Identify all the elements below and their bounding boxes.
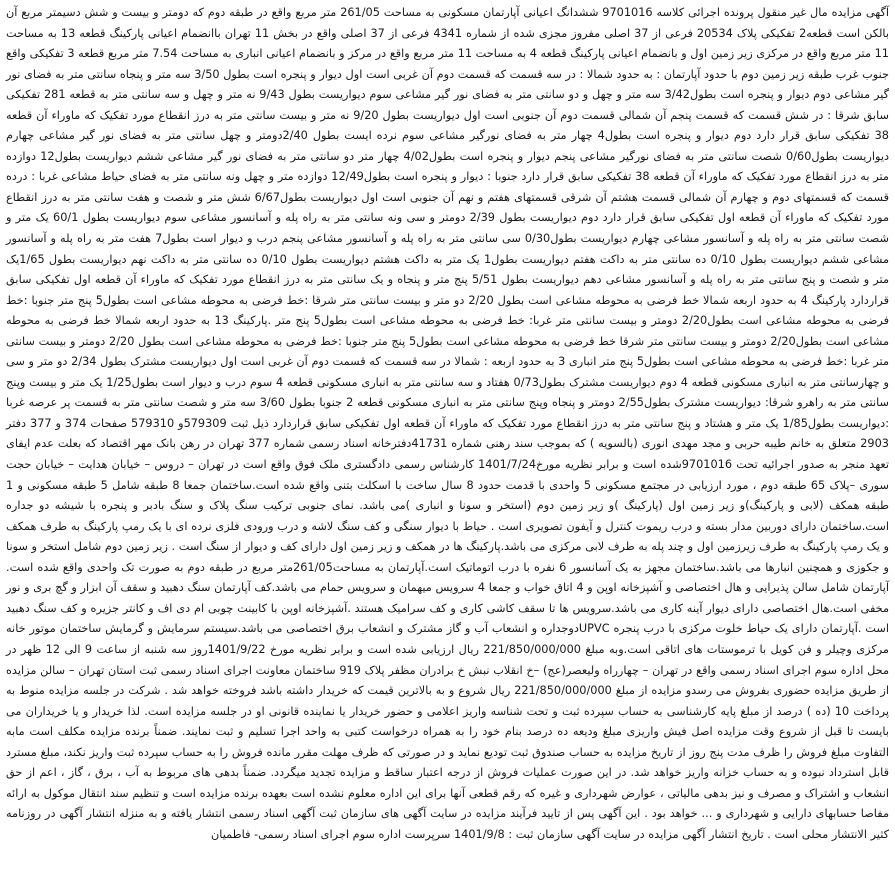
auction-notice-text: آگهی مزایده مال غیر منقول پرونده اجرائی کلاسه 9701016 ششدانگ اعیانی آپارتمان مسکونی به مساحت 261/05 متر مربع واقع در طبقه دوم که دومتر و بیست و شش دسیمتر مربع آن بالکن است قطعه2 تفکیکی پلاک 20534 فرعی از 37 اصلی مفروز مجزی شده از شماره 4341 فرعی از 37 اصلی واقع در بخش 11 تهران باانضمام اعیانی پارکینگ قطعه 13 به مساحت 11 متر مربع واقع در مرکزی زیر زمین اول و بانضمام اعیانی پارکینگ قطعه 4 به مساحت 11 متر مربع واقع در مرکز و بانضمام اعیانی انباری به مساحت 7.54 متر مربع قطعه 3 تفکیکی واقع جنوب غرب طبقه زیر زمین دوم با حدود آپارتمان : به حدود شمالا : در سه قسمت که قسمت دوم آن غربی است اول دیوار و پنجره است بطول 3/50 سه متر و پنجاه سانتی متر به فضای نور گیر مشاعی دوم دیوار و پنجره است بطول3/42 سه متر و چهل و دو سانتی متر به فضای نور گیر مشاعی سوم دیواریست بطول 9/43 نه متر و چهل و سه سانتی متر به قطعه 281 تفکیکی سابق شرقا : در شش قسمت که قسمت پنجم آن شمالی قسمت دوم آن جنوبی است اول دیواریست بطول 9/20 نه متر و بیست سانتی متر به درز انقطاع مورد تفکیک که ماوراء آن قطعه 38 تفکیکی سابق قرار دارد دوم دیوار و پنجره است بطول4 چهار متر به فضای نورگیر مشاعی سوم نرده ایست بطول 2/40دومتر و چهل سانتی متر به فضای نور گیر مشاعی چهارم دیواریست بطول0/60 شصت سانتی متر به فضای نورگیر مشاعی پنجم دیوار و پنجره است بطول4/02 چهار متر دو سانتی متر به فضای نور گیر مشاعی ششم دیواریست بطول12 دوازده متر به درز انقطاع مورد تفکیک که ماوراء آن قطعه 38 تفکیکی سابق قرار دارد جنوبا : دیوار و پنجره است بطول12/49 دوازده متر و چهل ونه سانتی متر به فضای حیاط مشاعی غربا : درده قسمت که قسمتهای دوم و چهارم آن شمالی قسمت هشتم آن شرقی قسمتهای هفتم و نهم آن جنوبی است اول دیواریست بطول6/67 شش متر و شصت و هفت سانتی متر به درز انقطاع مورد تفکیک که ماوراء آن قطعه اول تفکیکی سابق قرار دارد دوم دیواریست بطول 2/39 دومتر و سی ونه سانتی متر به راه پله و آسانسور مشاعی سوم دیواریست بطول 60/1 یک متر و شصت سانتی متر به راه پله و آسانسور مشاعی چهارم دیواریست بطول0/30 سی سانتی متر به راه پله و آسانسور مشاعی پنجم درب و دیوار است بطول7 هفت متر به راه پله و آسانسور مشاعی ششم دیواریست بطول 0/10 ده سانتی متر به داکت هفتم دیواریست بطول1 یک متر به داکت هشتم دیواریست بطول 0/10 ده سانتی متر به داکت نهم دیواریست بطول 1/65یک متر و شصت و پنج سانتی متر به راه پله و آسانسور مشاعی دهم دیواریست بطول 5/51 پنج متر و پنجاه و یک سانتی متر به درز انقطاع مورد تفکیک که ماوراء آن قطعه اول تفکیکی سابق قراردارد پارکینگ 4 به حدود اربعه شمالا خط فرضی به محوطه مشاعی است بطول 2/20 دو متر و بیست سانتی متر شرقا :خط فرضی به محوطه مشاعی است بطول5 پنج متر جنوبا :خط فرضی به محوطه مشاعی است بطول2/20 دومتر و بیست سانتی متر غربا: خط فرضی به محوطه مشاعی است بطول5 پنج متر .پارکینگ 13 به حدود اربعه شمالا خط فرضی به محوطه مشاعی است بطول2/20 دومتر و بیست سانتی متر شرقا خط فرضی به محوطه مشاعی است بطول5 پنج متر جنوبا :خط فرضی به محوطه مشاعی است بطول 2/20 دومتر و بیست سانتی متر غربا :خط فرضی به محوطه مشاعی است بطول5 پنج متر انباری 3 به حدود اربعه : شمالا در سه قسمت که قسمت دوم آن غربی است اول دیواریست مشترک بطول 2/34 دو متر و سی و چهارسانتی متر به انباری مسکونی قطعه 4 دوم دیواریست مشترک بطول0/73 هفتاد و سه سانتی متر به انباری مسکونی قطعه 4 سوم درب و دیوار است بطول1/25 یک متر و بیست وپنج سانتی متر به راهرو شرقا: دیواریست مشترک بطول2/55 دومتر و پنجاه وپنج سانتی متر به انباری مسکونی قطعه 2 جنوبا بطول 3/60 سه متر و شصت سانتی متر به قسمت پر عرصه غربا :دیواریست بطول1/85 یک متر و هشتاد و پنج سانتی متر به درز انقطاع مورد تفکیک که ماوراء آن قطعه اول تفکیکی سابق قراردارد ذیل ثبت 579309و 579310 صفحات 374 و 377 دفتر 2903 متعلق به خانم طیبه حربی و مجد مهدی انوری (بالسویه ) که بموجب سند رهنی شماره 41731دفترخانه اسناد رسمی شماره 377 تهران در رهن بانک مهر اقتصاد که بعلت عدم ایفای تعهد منجر به صدور اجرائیه تحت 9701016شده است و برابر نظریه مورخ1401/7/24 کارشناس رسمی دادگستری ملک فوق واقع است در تهران – دروس – خیابان هدایت – خیابان حجت سوری –پلاک 65 طبقه دوم ، مورد ارزیابی در مجتمع مسکونی 5 واحدی با قدمت حدود 8 سال ساخت با اسکلت بتنی واقع شده است.ساختمان جمعا 8 طبقه شامل 5 طبقه مسکونی و 1 طبقه همکف (لابی و پارکینگ)و زیر زمین اول (پارکینگ )و زیر زمین دوم (استخر و سونا و انباری )می باشد. نمای جنوبی ترکیب سنگ پلاک و سنگ بادبر و پنجره با شیشه دو جداره است.ساختمان دارای دوربین مدار بسته و درب ریموت کنترل و آیفون تصویری است . حیاط با دیوار سنگی و کف سنگ لاشه و درب ورودی فلزی نرده ای با یک رمپ پارکینگ به طرف همکف و یک رمپ پارکینگ به طرف زیرزمین اول و چند پله به طرف لابی مرکزی می باشد.پارکینگ ها در همکف و زیر زمین اول دارای کف و دیوار از سنگ است . زیر زمین دوم شامل استخر و سونا و جکوزی و همچنین انبارها می باشد.ساختمان مجهز به یک آسانسور 6 نفره با درب اتوماتیک است.آپارتمان به مساحت261/05متر مربع در طبقه دوم به صورت تک واحدی واقع شده است. آپارتمان شامل سالن پذیرایی و هال اختصاصی و آشپزخانه اوپن و 4 اتاق خواب و جمعا 4 سرویس میهمان و سرویس حمام می باشد.کف آپارتمان سنگ دهبید و سقف آن ابزار و گچ بری و نور مخفی است.هال اختصاصی دارای دیوار آینه کاری می باشد.سرویس ها تا سقف کاشی کاری و کف سرامیک هستند .آشپزخانه اوپن با کابینت چوبی ام دی اف و کانتر جزیره و کف سنگ دهبید است .آپارتمان دارای یک حیاط خلوت مرکزی با درب پنجره UPVCدوجداره و انشعاب آب و گاز مشترک و انشعاب برق اختصاصی می باشد.سیستم سرمایش و گرمایش ساختمان موتور خانه مرکزی وچیلر و فن کویل با ترموستات های اتاقی است.وبه مبلغ 221/850/000/000 ریال ارزیابی شده است و برابر نظریه مورخ 1401/9/22روز سه شنبه از ساعت 9 الی 12 ظهر در محل اداره سوم اجرای اسناد رسمی واقع در تهران – چهارراه ولیعصر(عج) –خ انقلاب نبش خ برادران مظفر پلاک 919 ساختمان معاونت اجرای اسناد رسمی ثبت استان تهران – سالن مزایده از طریق مزایده حضوری بفروش می رسدو مزایده از مبلغ 221/850/000/000 ریال شروع و به بالاترین قیمت که خریدار داشته باشد فروخته خواهد شد . شرکت در جلسه مزایده منوط به پرداخت 10 (ده ) درصد از مبلغ پایه کارشناسی به حساب سپرده ثبت و تحت شناسه واریز اعلامی و حضور خریدار یا نماینده قانونی او در جلسه مزایده است. لذا خریدار و یا خریداران می بایست تا قبل از شروع وقت مزایده اصل فیش واریزی مبلغ ودیعه ده درصد بنام خود را به همراه درخواست کتبی به واحد اجرا تسلیم و ثبت نمایند. ضمناً برنده مزایده مکلف است مابه التفاوت مبلغ فروش را ظرف مدت پنج روز از تاریخ مزایده به حساب صندوق ثبت تودیع نماید و در صورتی که ظرف مهلت مقرر مانده فروش را به حساب سپرده ثبت واریز نکند، مبلغ مسترد قابل استرداد نبوده و به حساب خزانه واریز خواهد شد. در این صورت عملیات فروش از درجه اعتبار ساقط و مزایده تجدید میگردد. ضمناً بدهی های مربوط به آب ، برق ، گاز ، اعم از حق انشعاب و اشتراک و مصرف و نیز بدهی مالیاتی ، عوارض شهرداری و غیره که رقم قطعی آنها برای این اداره معلوم نشده است بعهده برنده مزایده است و تنظیم سند انتقال موکول به ارائه مفاصا حسابهای دارایی و شهرداری و ... خواهد بود . این آگهی پس از تایید فرآیند مزایده در سایت آگهی های سازمان ثبت آگهی اسناد رسمی انتشار یافته و به منزله انتشار آگهی در روزنامه کثیر الانتشار محلی است . تاریخ انتشار آگهی مزایده در سایت آگهی سازمان ثبت : 1401/9/8 سرپرست اداره سوم اجرای اسناد رسمی- فاطمیان xyxy=(6,6,890,841)
